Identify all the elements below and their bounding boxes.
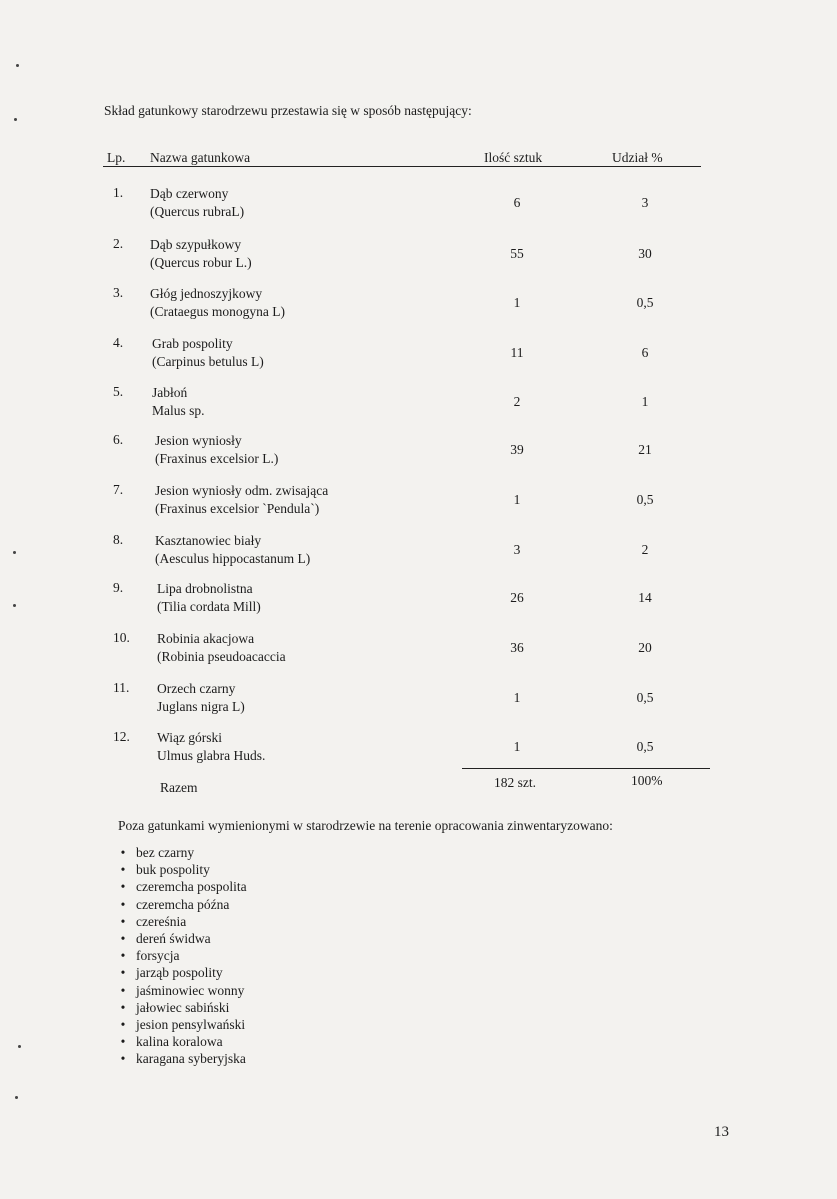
scan-speck xyxy=(14,118,17,121)
species-item-label: bez czarny xyxy=(136,845,195,860)
species-item-label: buk pospolity xyxy=(136,862,210,878)
species-latin-name: (Quercus robur L.) xyxy=(150,255,252,270)
row-number: 10. xyxy=(113,630,130,645)
total-count: 182 szt. xyxy=(494,775,536,790)
list-item xyxy=(118,947,247,964)
bullet-icon: • xyxy=(120,982,126,998)
share-cell: 6 xyxy=(641,345,649,360)
species-common-name: Dąb czerwony xyxy=(150,186,229,201)
count-cell: 3 xyxy=(513,542,521,557)
share-cell: 0,5 xyxy=(636,492,654,507)
count-cell: 11 xyxy=(510,345,524,360)
species-common-name: Jabłoń xyxy=(152,385,188,400)
note-text: Poza gatunkami wymienionymi w starodrzewie na terenie opracowania zinwentaryzowano: xyxy=(118,818,613,833)
share-cell: 14 xyxy=(638,590,652,605)
species-common-name: Orzech czarny xyxy=(157,681,236,696)
species-name-cell xyxy=(157,580,261,616)
total-rule xyxy=(462,768,710,769)
header-name: Nazwa gatunkowa xyxy=(150,150,251,165)
header-rule xyxy=(103,166,701,167)
list-item xyxy=(118,861,247,878)
species-name-cell xyxy=(155,532,310,568)
species-name-cell xyxy=(155,482,328,518)
species-name-cell xyxy=(150,185,244,221)
row-number: 9. xyxy=(113,580,124,595)
species-name-cell xyxy=(155,432,278,468)
species-common-name: Jesion wyniosły xyxy=(155,433,242,448)
bullet-icon: • xyxy=(120,930,126,946)
count-cell: 39 xyxy=(510,442,524,457)
count-cell: 26 xyxy=(510,590,524,605)
row-number: 6. xyxy=(113,432,124,447)
species-latin-name: (Fraxinus excelsior `Pendula`) xyxy=(155,501,320,516)
share-cell: 30 xyxy=(638,246,652,261)
row-number: 2. xyxy=(113,236,124,251)
scan-speck xyxy=(18,1045,21,1048)
share-cell: 2 xyxy=(641,542,649,557)
count-cell: 1 xyxy=(513,492,521,507)
share-cell: 21 xyxy=(638,442,652,457)
species-latin-name: (Carpinus betulus L) xyxy=(152,354,264,369)
list-item xyxy=(118,1033,247,1050)
species-name-cell xyxy=(157,680,245,716)
share-cell: 20 xyxy=(638,640,652,655)
total-share: 100% xyxy=(631,773,663,788)
row-number: 8. xyxy=(113,532,124,547)
row-number: 1. xyxy=(113,185,124,200)
species-latin-name: (Robinia pseudoacaccia xyxy=(157,649,286,664)
species-item-label: dereń świdwa xyxy=(136,930,211,946)
bullet-icon: • xyxy=(120,965,126,981)
species-name-cell xyxy=(152,384,205,420)
species-item-label: jałowiec sabiński xyxy=(136,999,230,1015)
header-lp: Lp. xyxy=(107,150,126,165)
species-common-name: Głóg jednoszyjkowy xyxy=(150,286,263,301)
count-cell: 1 xyxy=(513,295,521,310)
row-number: 12. xyxy=(113,729,130,744)
bullet-icon: • xyxy=(120,999,126,1015)
share-cell: 3 xyxy=(641,195,649,210)
bullet-icon: • xyxy=(120,896,126,912)
species-item-label: czereśnia xyxy=(136,913,187,929)
list-item xyxy=(118,999,247,1016)
list-item xyxy=(118,982,247,999)
bullet-icon: • xyxy=(120,845,126,860)
list-item xyxy=(118,913,247,930)
species-item-label: karagana syberyjska xyxy=(136,1051,246,1067)
species-item-label: forsycja xyxy=(136,948,180,964)
bullet-icon: • xyxy=(120,1034,126,1050)
species-name-cell xyxy=(157,630,286,666)
header-count: Ilość sztuk xyxy=(484,150,543,165)
species-common-name: Grab pospolity xyxy=(152,336,233,351)
scan-speck xyxy=(15,1096,18,1099)
row-number: 7. xyxy=(113,482,124,497)
count-cell: 2 xyxy=(513,394,521,409)
species-item-label: jaśminowiec wonny xyxy=(136,982,245,998)
species-item-label: czeremcha pospolita xyxy=(136,879,247,895)
count-cell: 6 xyxy=(513,195,521,210)
count-cell: 55 xyxy=(510,246,524,261)
share-cell: 1 xyxy=(641,394,649,409)
species-name-cell xyxy=(150,285,285,321)
count-cell: 1 xyxy=(513,739,521,754)
species-latin-name: Juglans nigra L) xyxy=(157,699,245,714)
species-common-name: Jesion wyniosły odm. zwisająca xyxy=(155,483,329,498)
list-item xyxy=(118,964,247,981)
species-common-name: Robinia akacjowa xyxy=(157,631,255,646)
bullet-icon: • xyxy=(120,948,126,964)
bullet-icon: • xyxy=(120,862,126,878)
row-number: 4. xyxy=(113,335,124,350)
share-cell: 0,5 xyxy=(636,739,654,754)
species-list xyxy=(118,844,247,1067)
species-latin-name: (Quercus rubraL) xyxy=(150,204,245,219)
species-common-name: Dąb szypułkowy xyxy=(150,237,242,252)
species-common-name: Lipa drobnolistna xyxy=(157,581,253,596)
species-latin-name: (Fraxinus excelsior L.) xyxy=(155,451,279,466)
species-latin-name: (Aesculus hippocastanum L) xyxy=(155,551,311,566)
list-item xyxy=(118,844,247,861)
species-item-label: jesion pensylwański xyxy=(136,1016,246,1032)
bullet-icon: • xyxy=(120,1016,126,1032)
species-name-cell xyxy=(152,335,264,371)
species-latin-name: (Tilia cordata Mill) xyxy=(157,599,261,614)
scan-speck xyxy=(13,551,16,554)
species-latin-name: Malus sp. xyxy=(152,403,205,418)
count-cell: 36 xyxy=(510,640,524,655)
bullet-icon: • xyxy=(120,1051,126,1067)
species-common-name: Wiąz górski xyxy=(157,730,223,745)
intro-text: Skład gatunkowy starodrzewu przestawia się w sposób następujący: xyxy=(104,103,472,118)
list-item xyxy=(118,1016,247,1033)
list-item xyxy=(118,1050,247,1067)
species-item-label: kalina koralowa xyxy=(136,1034,223,1050)
row-number: 3. xyxy=(113,285,124,300)
species-latin-name: (Crataegus monogyna L) xyxy=(150,304,285,319)
species-common-name: Kasztanowiec biały xyxy=(155,533,262,548)
species-latin-name: Ulmus glabra Huds. xyxy=(157,748,266,763)
species-item-label: czeremcha późna xyxy=(136,896,230,912)
page-number: 13 xyxy=(714,1124,729,1140)
total-label: Razem xyxy=(160,780,198,795)
list-item xyxy=(118,896,247,913)
share-cell: 0,5 xyxy=(636,295,654,310)
list-item xyxy=(118,930,247,947)
bullet-icon: • xyxy=(120,913,126,929)
species-item-label: jarząb pospolity xyxy=(136,965,223,981)
species-name-cell xyxy=(157,729,265,765)
species-name-cell xyxy=(150,236,252,272)
scan-speck xyxy=(16,64,19,67)
share-cell: 0,5 xyxy=(636,690,654,705)
bullet-icon: • xyxy=(120,879,126,895)
count-cell: 1 xyxy=(513,690,521,705)
row-number: 11. xyxy=(113,680,130,695)
row-number: 5. xyxy=(113,384,124,399)
list-item xyxy=(118,878,247,895)
header-share: Udział % xyxy=(612,150,663,165)
scan-speck xyxy=(13,604,16,607)
